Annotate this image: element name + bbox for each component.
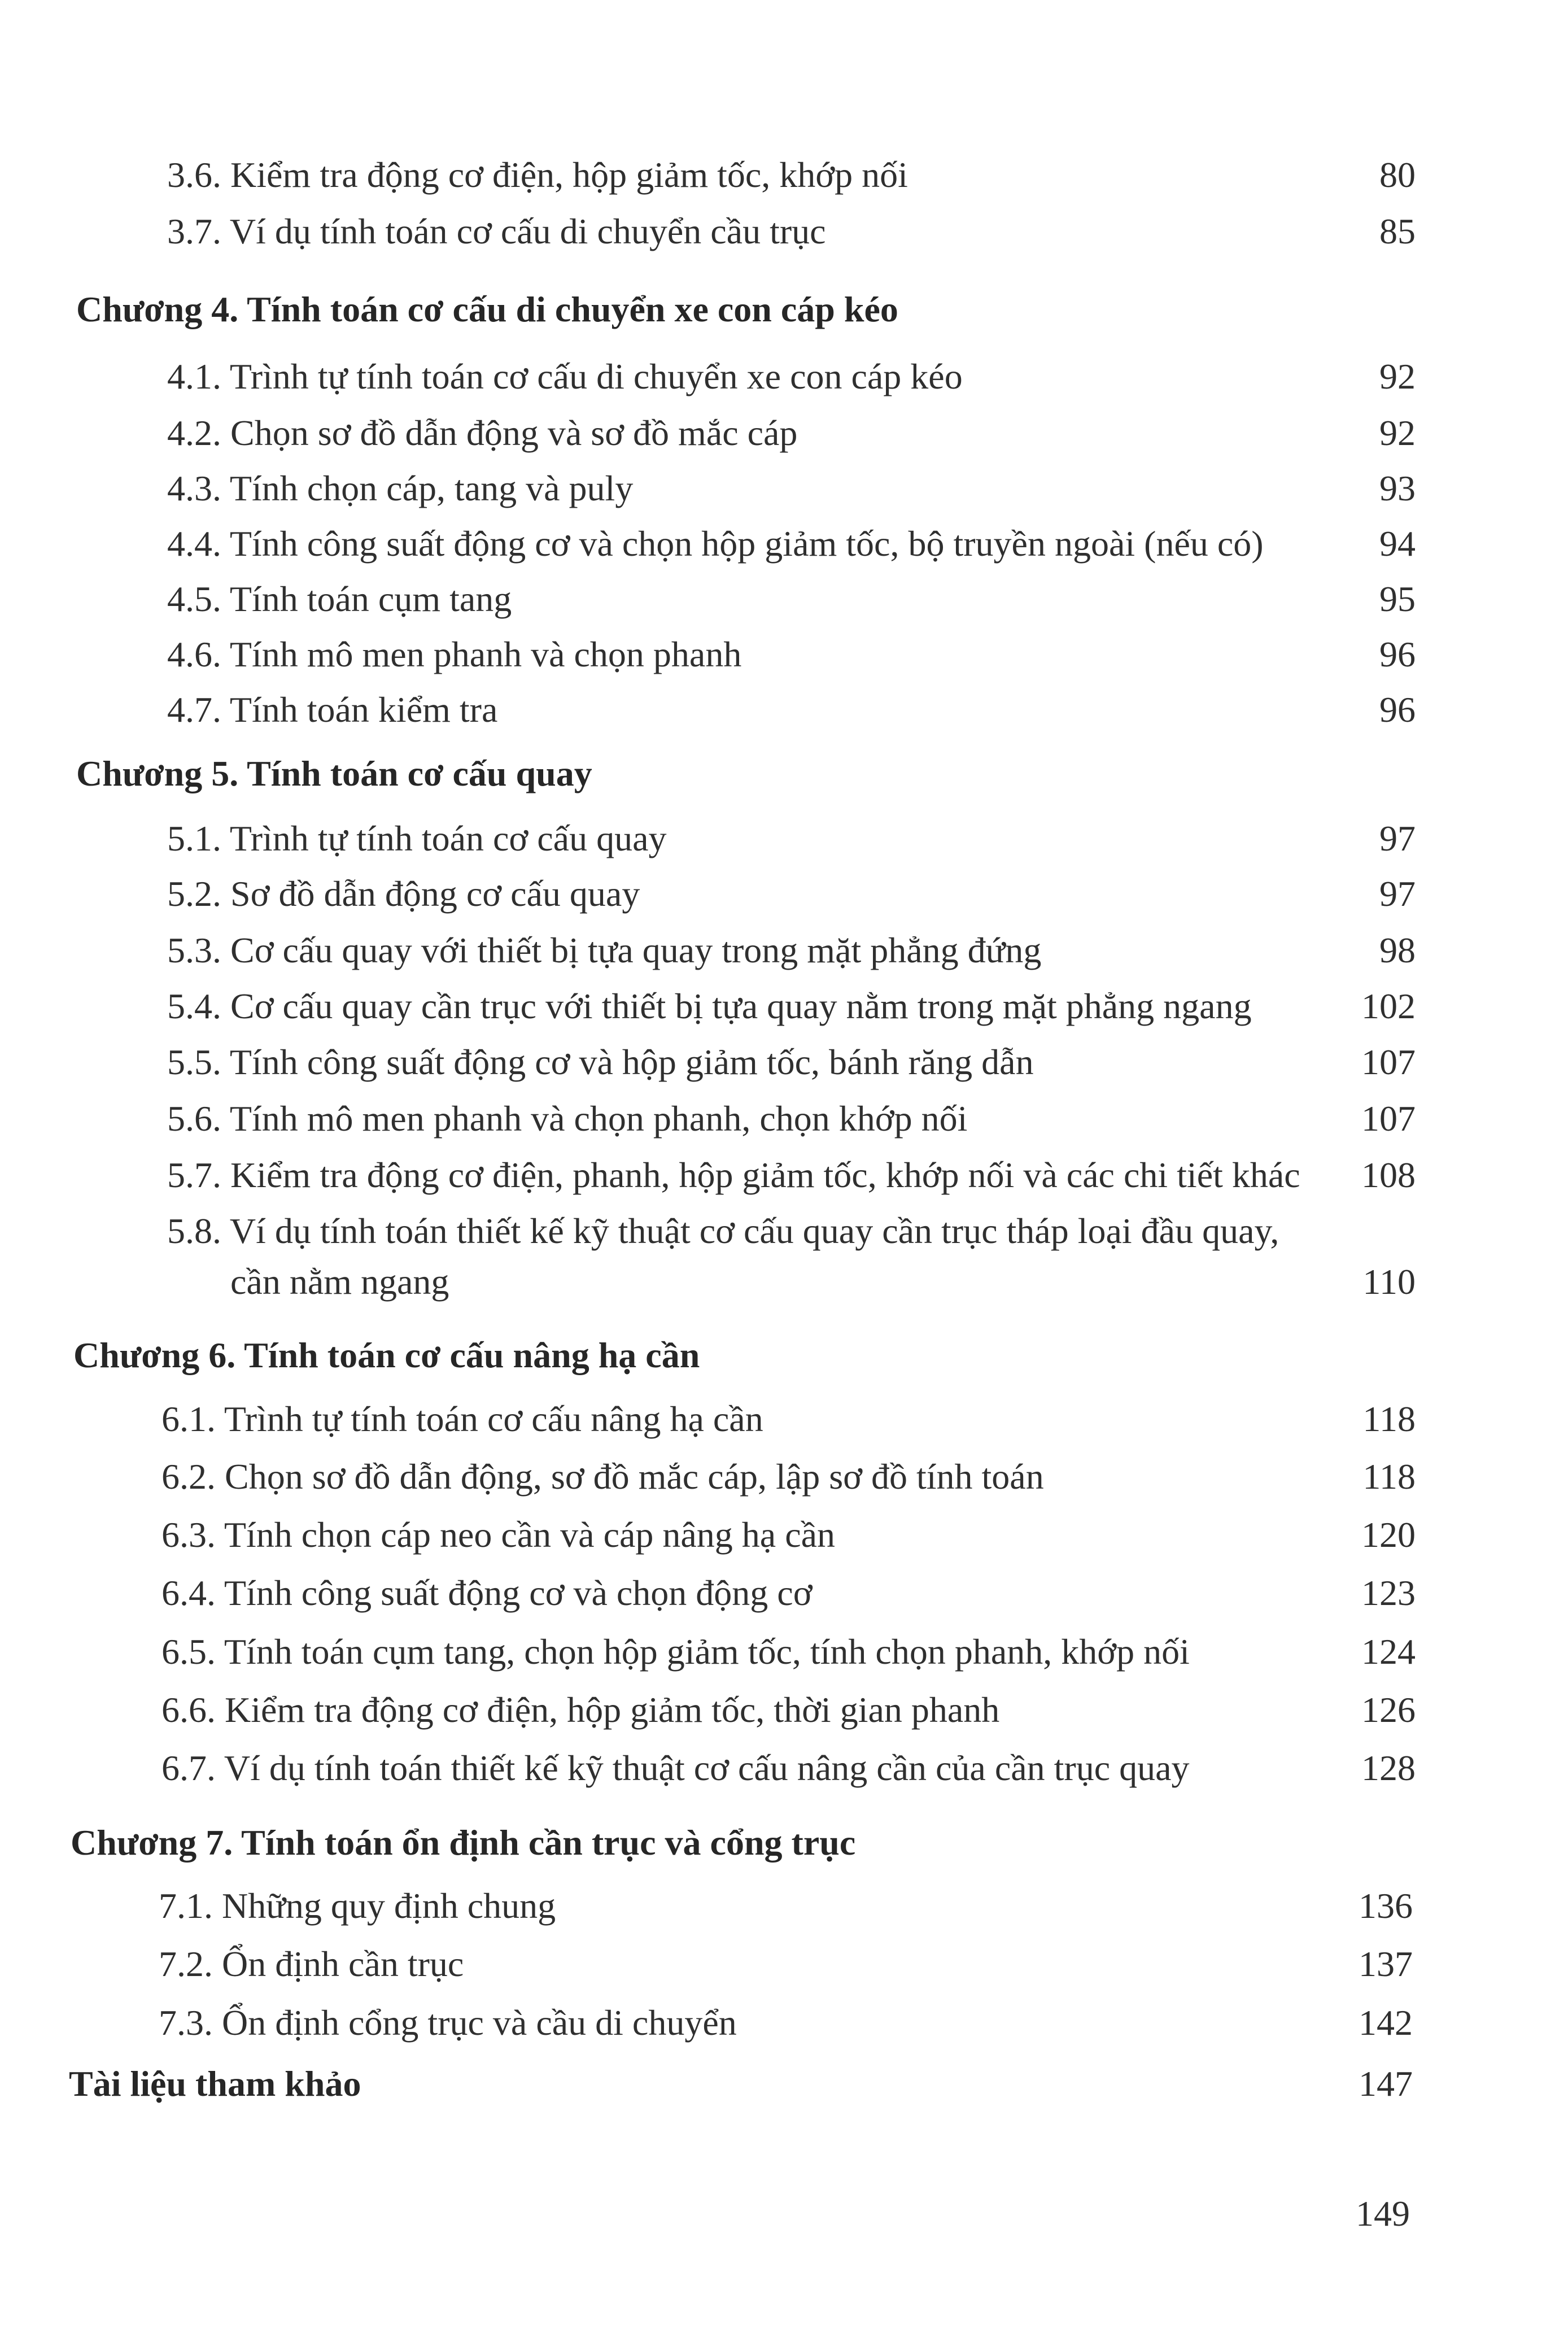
toc-entry: [0, 813, 1568, 870]
toc-entry-label: 4.5. Tính toán cụm tang: [167, 579, 512, 619]
chapter-title: Chương 6. Tính toán cơ cấu nâng hạ cần: [73, 1335, 700, 1375]
toc-entry-label: 5.3. Cơ cấu quay với thiết bị tựa quay trong mặt phẳng đứng: [167, 930, 1042, 970]
toc-entry-page: 108: [1361, 1155, 1416, 1195]
toc-entry-page: 95: [1379, 579, 1416, 619]
toc-entry-page: 142: [1359, 2003, 1413, 2043]
toc-entry: [0, 463, 1568, 520]
toc-entry-label: 3.7. Ví dụ tính toán cơ cấu di chuyển cầu trục: [167, 211, 826, 251]
toc-entry: [0, 1206, 1568, 1262]
toc-entry-page: 110: [1362, 1262, 1416, 1302]
toc-entry: [0, 408, 1568, 464]
toc-entry-continuation: [0, 1257, 1568, 1313]
toc-entry: [0, 1037, 1568, 1093]
toc-entry: [0, 1093, 1568, 1150]
toc-entry-label: cần nằm ngang: [230, 1262, 449, 1302]
toc-entry-page: 136: [1359, 1886, 1413, 1926]
toc-entry: [0, 1881, 1568, 1937]
toc-entry-page: 94: [1379, 524, 1416, 564]
toc-entry: [0, 1626, 1568, 1683]
toc-chapter: [0, 284, 1568, 341]
toc-entry-label: 6.2. Chọn sơ đồ dẫn động, sơ đồ mắc cáp, lập sơ đồ tính toán: [161, 1456, 1044, 1497]
toc-entry: [0, 1998, 1568, 2054]
toc-entry-label: 3.6. Kiểm tra động cơ điện, hộp giảm tốc, khớp nối: [167, 155, 908, 195]
toc-entry-page: 93: [1379, 468, 1416, 508]
toc-entry-label: 6.5. Tính toán cụm tang, chọn hộp giảm tốc, tính chọn phanh, khớp nối: [161, 1632, 1190, 1672]
toc-chapter: [0, 2058, 1568, 2115]
toc-entry: [0, 351, 1568, 408]
toc-entry-page: 118: [1362, 1399, 1416, 1439]
toc-entry-page: 97: [1379, 818, 1416, 858]
toc-chapter: [0, 748, 1568, 805]
toc-entry: [0, 1451, 1568, 1508]
toc-entry-page: 102: [1361, 986, 1416, 1026]
toc-entry-label: 5.8. Ví dụ tính toán thiết kế kỹ thuật cơ cấu quay cần trục tháp loại đầu quay,: [167, 1211, 1279, 1251]
toc-entry-page: 97: [1379, 874, 1416, 914]
toc-entry-label: 4.1. Trình tự tính toán cơ cấu di chuyển xe con cáp kéo: [167, 356, 963, 396]
toc-entry: [0, 1743, 1568, 1799]
toc-entry-page: 137: [1359, 1944, 1413, 1984]
toc-entry-label: 4.7. Tính toán kiểm tra: [167, 690, 498, 730]
toc-entry-label: 7.2. Ổn định cần trục: [159, 1944, 464, 1984]
toc-entry-label: 6.7. Ví dụ tính toán thiết kế kỹ thuật cơ cấu nâng cần của cần trục quay: [161, 1748, 1190, 1788]
toc-entry: [0, 518, 1568, 575]
toc-entry-page: 123: [1361, 1573, 1416, 1613]
page-number: 149: [1356, 2193, 1410, 2234]
toc-entry-page: 80: [1379, 155, 1416, 195]
toc-entry-label: 4.6. Tính mô men phanh và chọn phanh: [167, 634, 742, 674]
toc-entry: [0, 1150, 1568, 1206]
toc-entry-label: 4.3. Tính chọn cáp, tang và puly: [167, 468, 634, 508]
toc-chapter: [0, 1330, 1568, 1386]
toc-entry-label: 5.5. Tính công suất động cơ và hộp giảm tốc, bánh răng dẫn: [167, 1042, 1034, 1082]
toc-entry: [0, 1510, 1568, 1566]
toc-entry-label: 7.1. Những quy định chung: [159, 1886, 556, 1926]
toc-chapter: [0, 1817, 1568, 1874]
toc-entry-page: 107: [1361, 1098, 1416, 1139]
toc-entry: [0, 574, 1568, 630]
toc-entry-page: 118: [1362, 1456, 1416, 1497]
toc-entry-page: 98: [1379, 930, 1416, 970]
toc-entry: [0, 1394, 1568, 1450]
chapter-title: Chương 7. Tính toán ổn định cần trục và cổng trục: [71, 1822, 856, 1863]
toc-entry-page: 120: [1361, 1515, 1416, 1555]
toc-entry-label: 5.7. Kiểm tra động cơ điện, phanh, hộp giảm tốc, khớp nối và các chi tiết khác: [167, 1155, 1300, 1195]
toc-entry: [0, 1939, 1568, 1995]
toc-entry-label: 6.4. Tính công suất động cơ và chọn động cơ: [161, 1573, 813, 1613]
toc-entry-label: 5.1. Trình tự tính toán cơ cấu quay: [167, 818, 667, 858]
toc-entry-page: 96: [1379, 634, 1416, 674]
toc-entry-page: 126: [1361, 1690, 1416, 1730]
toc-entry-label: 7.3. Ổn định cổng trục và cầu di chuyển: [159, 2003, 737, 2043]
toc-entry: [0, 150, 1568, 206]
chapter-title: Chương 4. Tính toán cơ cấu di chuyển xe con cáp kéo: [76, 289, 898, 329]
toc-entry-label: 5.2. Sơ đồ dẫn động cơ cấu quay: [167, 874, 640, 914]
toc-entry-page: 124: [1361, 1632, 1416, 1672]
toc-entry-page: 92: [1379, 413, 1416, 453]
toc-entry-label: 4.2. Chọn sơ đồ dẫn động và sơ đồ mắc cáp: [167, 413, 798, 453]
toc-entry-label: 6.6. Kiểm tra động cơ điện, hộp giảm tốc, thời gian phanh: [161, 1690, 1000, 1730]
toc-entry-page: 92: [1379, 356, 1416, 396]
toc-entry-page: 107: [1361, 1042, 1416, 1082]
toc-entry-page: 128: [1361, 1748, 1416, 1788]
toc-entry-page: 96: [1379, 690, 1416, 730]
chapter-title: Chương 5. Tính toán cơ cấu quay: [76, 753, 592, 793]
toc-entry: [0, 925, 1568, 982]
toc-entry: [0, 206, 1568, 263]
toc-entry: [0, 1568, 1568, 1624]
toc-entry-label: 6.1. Trình tự tính toán cơ cấu nâng hạ cần: [161, 1399, 763, 1439]
toc-entry: [0, 1685, 1568, 1741]
toc-entry-label: 5.4. Cơ cấu quay cần trục với thiết bị tựa quay nằm trong mặt phẳng ngang: [167, 986, 1252, 1026]
toc-entry: [0, 981, 1568, 1037]
toc-entry-page: 85: [1379, 211, 1416, 251]
chapter-title: Tài liệu tham khảo: [69, 2064, 361, 2104]
toc-entry-label: 4.4. Tính công suất động cơ và chọn hộp giảm tốc, bộ truyền ngoài (nếu có): [167, 524, 1264, 564]
toc-entry: [0, 629, 1568, 686]
toc-entry-label: 5.6. Tính mô men phanh và chọn phanh, chọn khớp nối: [167, 1098, 968, 1139]
toc-entry-page: 147: [1359, 2064, 1413, 2104]
toc-entry: [0, 684, 1568, 741]
toc-entry-label: 6.3. Tính chọn cáp neo cần và cáp nâng hạ cần: [161, 1515, 835, 1555]
toc-entry: [0, 869, 1568, 925]
